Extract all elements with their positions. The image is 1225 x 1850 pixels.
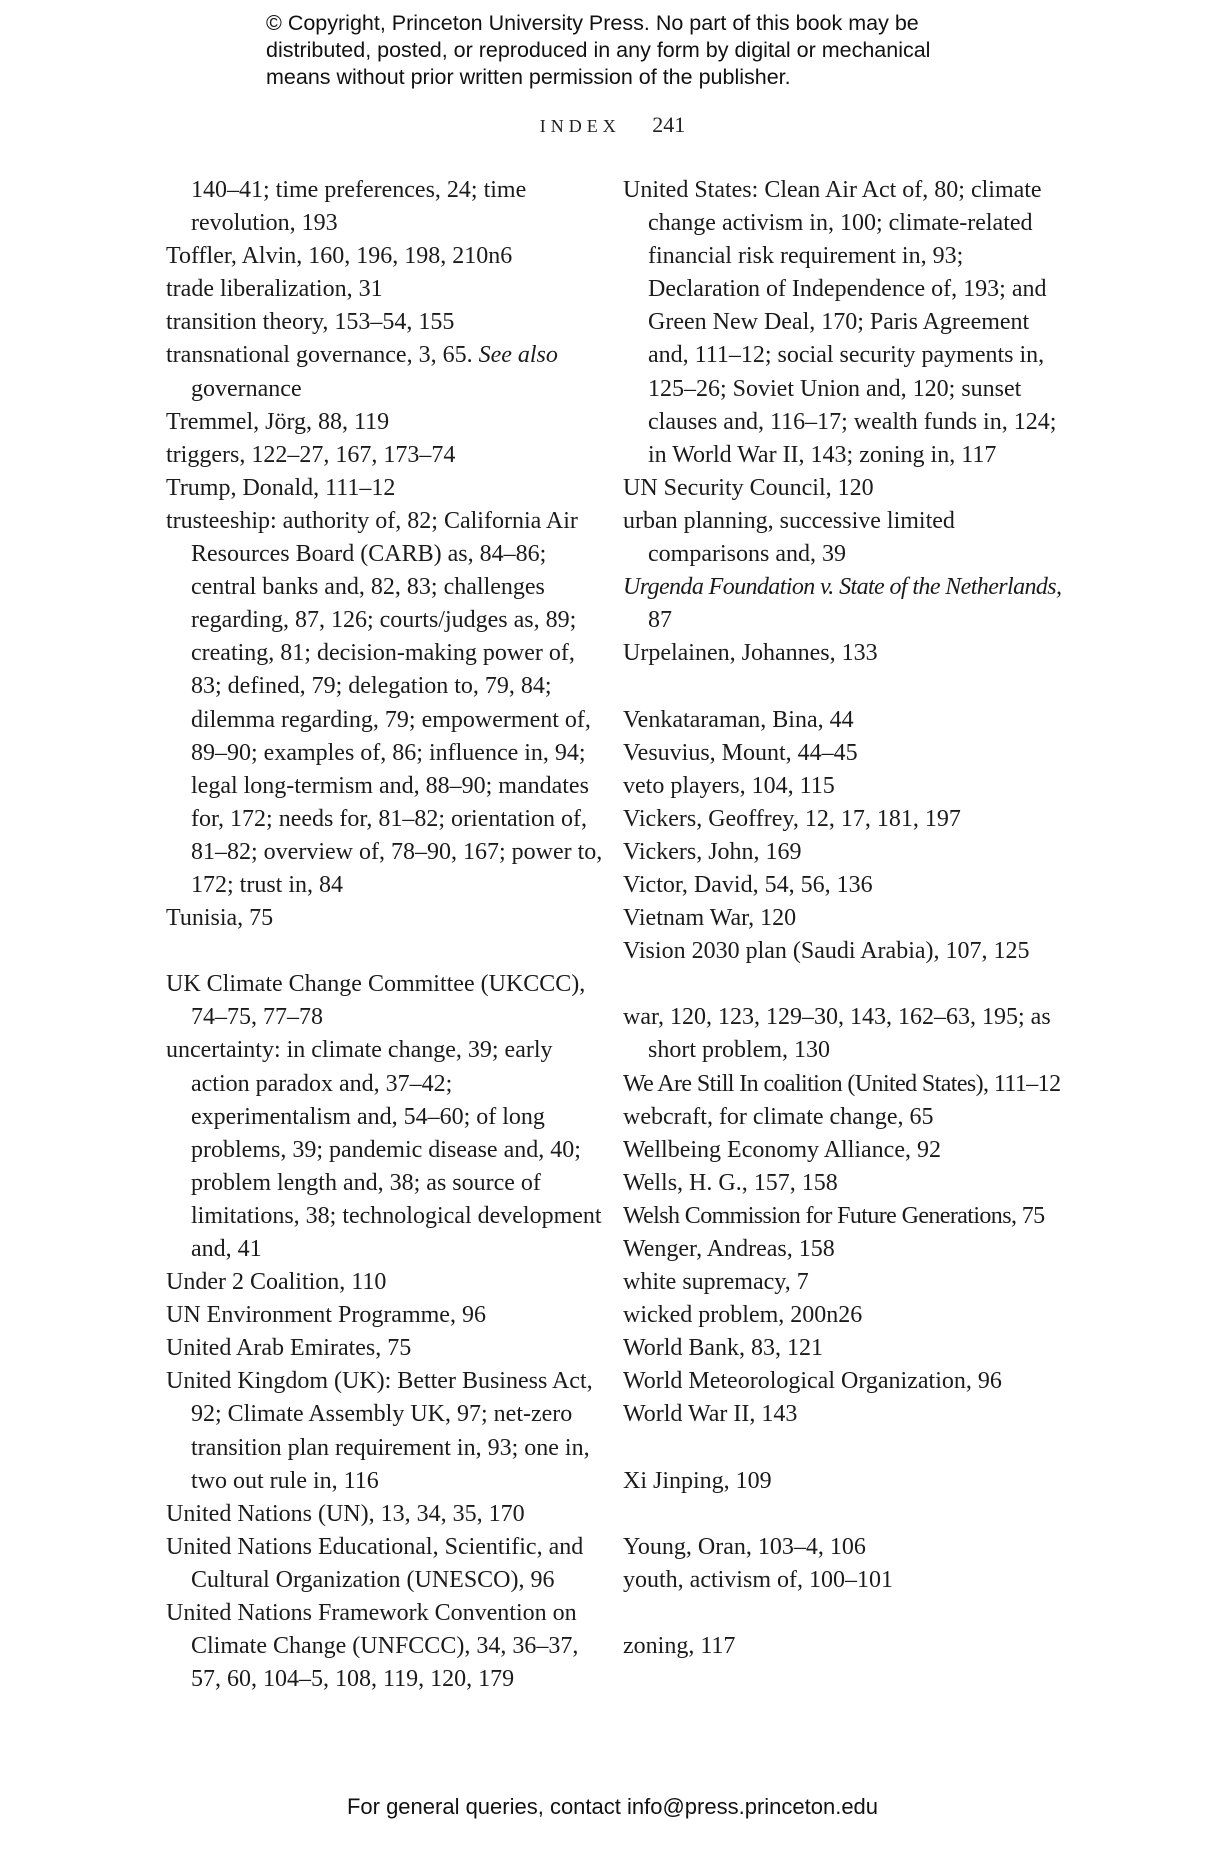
index-entry: transition theory, 153–54, 155	[166, 309, 455, 336]
index-entry: World War II, 143	[623, 1401, 798, 1428]
index-entry: triggers, 122–27, 167, 173–74	[166, 441, 456, 468]
index-entry: Venkataraman, Bina, 44	[623, 706, 854, 733]
index-entry: United Nations (UN), 13, 34, 35, 170	[166, 1500, 525, 1527]
index-entry: Vickers, Geoffrey, 12, 17, 181, 197	[623, 805, 961, 832]
index-entry: United States: Clean Air Act of, 80; climate change activism in, 100; climate-related financial risk requirement in, 93; Declaration of Independence of, 193; and Green New Deal, 170; Paris Agreement and, 111–12; social security payments in, 125–26; Soviet Union and, 120; sunset clauses and, 116–17; wealth funds in, 124; in World War II, 143; zoning in, 117	[623, 177, 1057, 468]
index-entry: Toffler, Alvin, 160, 196, 198, 210n6	[166, 243, 513, 270]
letter-group-gap	[623, 670, 1063, 703]
page-number: 241	[652, 112, 686, 137]
index-entry: United Arab Emirates, 75	[166, 1335, 412, 1362]
index-entry: wicked problem, 200n26	[623, 1302, 863, 1329]
index-entry: Vision 2030 plan (Saudi Arabia), 107, 125	[623, 938, 1030, 965]
letter-group-gap	[166, 935, 606, 968]
letter-group-gap	[623, 968, 1063, 1001]
index-entry: UN Environment Programme, 96	[166, 1302, 486, 1329]
index-entry: white supremacy, 7	[623, 1269, 809, 1296]
index-entry: United Kingdom (UK): Better Business Act, 92; Climate Assembly UK, 97; net-zero transition plan requirement in, 93; one in, two out rule in, 116	[166, 1368, 593, 1494]
index-entry: zoning, 117	[623, 1633, 736, 1660]
index-entry: Vietnam War, 120	[623, 905, 797, 932]
cross-reference-target: governance	[191, 375, 302, 402]
index-entry: uncertainty: in climate change, 39; early action paradox and, 37–42; experimentalism and, 54–60; of long problems, 39; pandemic disease and, 40; problem length and, 38; as source of limitations, 38; technological development and, 41	[166, 1037, 602, 1262]
index-entry: United Nations Framework Convention on Climate Change (UNFCCC), 34, 36–37, 57, 60, 104–5, 108, 119, 120, 179	[166, 1600, 579, 1693]
entry-page: 87	[648, 607, 672, 634]
index-entry: Tunisia, 75	[166, 905, 274, 932]
index-entry: We Are Still In coalition (United States), 111–12	[623, 1070, 1061, 1097]
case-title: Urgenda Foundation v. State of the Netherlands,	[623, 574, 1062, 601]
index-entry: Urpelainen, Johannes, 133	[623, 640, 878, 667]
index-entry: Welsh Commission for Future Generations, 75	[623, 1202, 1045, 1229]
see-also-reference: See also	[478, 342, 558, 369]
index-entry	[623, 571, 1063, 637]
letter-group-gap	[623, 1498, 1063, 1531]
letter-group-gap	[623, 1432, 1063, 1465]
index-entry: United Nations Educational, Scientific, and Cultural Organization (UNESCO), 96	[166, 1533, 584, 1593]
index-entry-continuation: 140–41; time preferences, 24; time revolution, 193	[191, 177, 527, 237]
index-entry: Young, Oran, 103–4, 106	[623, 1533, 866, 1560]
index-entry: World Meteorological Organization, 96	[623, 1368, 1002, 1395]
index-entry: youth, activism of, 100–101	[623, 1566, 893, 1593]
index-column-right	[623, 174, 1063, 1663]
index-entry: Vickers, John, 169	[623, 838, 802, 865]
index-entry: Wellbeing Economy Alliance, 92	[623, 1136, 941, 1163]
index-entry: Trump, Donald, 111–12	[166, 474, 396, 501]
index-entry: Under 2 Coalition, 110	[166, 1269, 387, 1296]
index-entry	[166, 339, 606, 405]
index-entry: war, 120, 123, 129–30, 143, 162–63, 195; as short problem, 130	[623, 1004, 1051, 1064]
entry-text: transnational governance, 3, 65.	[166, 342, 473, 369]
index-entry: World Bank, 83, 121	[623, 1335, 824, 1362]
index-entry: Vesuvius, Mount, 44–45	[623, 739, 858, 766]
index-entry: trusteeship: authority of, 82; California Air Resources Board (CARB) as, 84–86; central banks and, 82, 83; challenges regarding, 87, 126; courts/judges as, 89; creating, 81; decision-making power of, 83; defined, 79; delegation to, 79, 84; dilemma regarding, 79; empowerment of, 89–90; examples of, 86; influence in, 94; legal long-termism and, 88–90; mandates for, 172; needs for, 81–82; orientation of, 81–82; overview of, 78–90, 167; power to, 172; trust in, 84	[166, 507, 603, 898]
index-entry: Tremmel, Jörg, 88, 119	[166, 408, 390, 435]
index-entry: Wells, H. G., 157, 158	[623, 1169, 838, 1196]
index-column-left	[166, 174, 606, 1696]
copyright-notice	[266, 10, 1006, 91]
letter-group-gap	[623, 1597, 1063, 1630]
copyright-line-1: © Copyright, Princeton University Press. No part of this book may be	[266, 11, 919, 35]
running-head-label: INDEX	[539, 116, 621, 136]
copyright-line-2: distributed, posted, or reproduced in any form by digital or mechanical	[266, 38, 931, 62]
copyright-line-3: means without prior written permission of the publisher.	[266, 65, 791, 89]
footer-contact: For general queries, contact info@press.princeton.edu	[346, 1794, 879, 1819]
index-entry: webcraft, for climate change, 65	[623, 1103, 934, 1130]
index-entry: UK Climate Change Committee (UKCCC), 74–75, 77–78	[166, 971, 586, 1031]
index-entry: Victor, David, 54, 56, 136	[623, 871, 873, 898]
index-entry: trade liberalization, 31	[166, 276, 383, 303]
index-entry: veto players, 104, 115	[623, 772, 835, 799]
index-entry: Xi Jinping, 109	[623, 1467, 772, 1494]
running-head	[0, 112, 1225, 138]
index-entry: Wenger, Andreas, 158	[623, 1236, 835, 1262]
index-entry: urban planning, successive limited comparisons and, 39	[623, 507, 955, 568]
index-entry: UN Security Council, 120	[623, 474, 874, 501]
